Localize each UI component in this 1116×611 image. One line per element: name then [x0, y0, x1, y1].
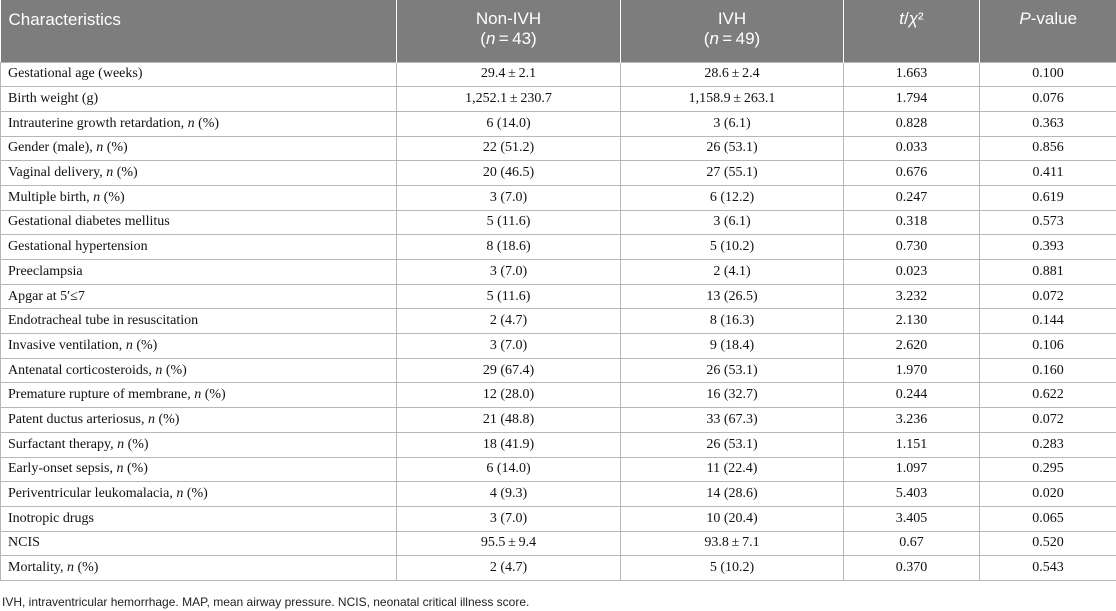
cell-ivh: 3 (6.1)	[621, 210, 844, 235]
cell-ivh: 5 (10.2)	[621, 556, 844, 581]
cell-p-value: 0.283	[980, 432, 1116, 457]
row-label: Multiple birth, n (%)	[1, 185, 397, 210]
cell-non-ivh: 3 (7.0)	[397, 260, 621, 285]
table-row	[1, 210, 1116, 235]
cell-p-value: 0.393	[980, 235, 1116, 260]
cell-ivh: 8 (16.3)	[621, 309, 844, 334]
row-label: NCIS	[1, 531, 397, 556]
cell-p-value: 0.100	[980, 62, 1116, 87]
cell-p-value: 0.020	[980, 482, 1116, 507]
table-row	[1, 556, 1116, 581]
cell-non-ivh: 2 (4.7)	[397, 556, 621, 581]
row-label: Gestational hypertension	[1, 235, 397, 260]
row-label: Early-onset sepsis, n (%)	[1, 457, 397, 482]
cell-non-ivh: 6 (14.0)	[397, 111, 621, 136]
cell-p-value: 0.076	[980, 87, 1116, 112]
cell-statistic: 2.620	[844, 334, 980, 359]
cell-ivh: 2 (4.1)	[621, 260, 844, 285]
cell-p-value: 0.619	[980, 185, 1116, 210]
table-row	[1, 408, 1116, 433]
cell-statistic: 0.67	[844, 531, 980, 556]
cell-non-ivh: 95.5 ± 9.4	[397, 531, 621, 556]
row-label: Intrauterine growth retardation, n (%)	[1, 111, 397, 136]
row-label: Antenatal corticosteroids, n (%)	[1, 358, 397, 383]
row-label: Surfactant therapy, n (%)	[1, 432, 397, 457]
cell-non-ivh: 5 (11.6)	[397, 210, 621, 235]
cell-non-ivh: 12 (28.0)	[397, 383, 621, 408]
table-body	[1, 62, 1116, 580]
cell-ivh: 14 (28.6)	[621, 482, 844, 507]
table-row	[1, 358, 1116, 383]
cell-p-value: 0.856	[980, 136, 1116, 161]
header-characteristics: Characteristics	[1, 0, 397, 62]
cell-statistic: 0.828	[844, 111, 980, 136]
table-row	[1, 531, 1116, 556]
cell-ivh: 26 (53.1)	[621, 136, 844, 161]
cell-statistic: 3.232	[844, 284, 980, 309]
cell-statistic: 0.730	[844, 235, 980, 260]
table-row	[1, 260, 1116, 285]
cell-p-value: 0.520	[980, 531, 1116, 556]
cell-non-ivh: 3 (7.0)	[397, 185, 621, 210]
cell-p-value: 0.072	[980, 408, 1116, 433]
cell-ivh: 9 (18.4)	[621, 334, 844, 359]
cell-ivh: 28.6 ± 2.4	[621, 62, 844, 87]
row-label: Birth weight (g)	[1, 87, 397, 112]
cell-non-ivh: 8 (18.6)	[397, 235, 621, 260]
cell-statistic: 1.097	[844, 457, 980, 482]
table-row	[1, 62, 1116, 87]
cell-statistic: 0.676	[844, 161, 980, 186]
cell-non-ivh: 2 (4.7)	[397, 309, 621, 334]
row-label: Gestational diabetes mellitus	[1, 210, 397, 235]
cell-statistic: 0.370	[844, 556, 980, 581]
table-row	[1, 482, 1116, 507]
row-label: Mortality, n (%)	[1, 556, 397, 581]
header-p-value: P-value	[980, 0, 1116, 62]
cell-ivh: 1,158.9 ± 263.1	[621, 87, 844, 112]
table-footnote: IVH, intraventricular hemorrhage. MAP, mean airway pressure. NCIS, neonatal critical illness score.	[2, 595, 530, 609]
cell-p-value: 0.622	[980, 383, 1116, 408]
row-label: Apgar at 5′≤7	[1, 284, 397, 309]
cell-ivh: 26 (53.1)	[621, 358, 844, 383]
cell-ivh: 16 (32.7)	[621, 383, 844, 408]
table-row	[1, 185, 1116, 210]
cell-statistic: 0.023	[844, 260, 980, 285]
cell-ivh: 33 (67.3)	[621, 408, 844, 433]
table-row	[1, 309, 1116, 334]
cell-non-ivh: 3 (7.0)	[397, 334, 621, 359]
header-ivh	[621, 0, 844, 62]
cell-p-value: 0.072	[980, 284, 1116, 309]
header-ivh-title: IVH	[717, 9, 747, 28]
table-row	[1, 161, 1116, 186]
row-label: Gender (male), n (%)	[1, 136, 397, 161]
table-row	[1, 383, 1116, 408]
cell-statistic: 1.151	[844, 432, 980, 457]
table-row	[1, 111, 1116, 136]
cell-ivh: 5 (10.2)	[621, 235, 844, 260]
table-header	[1, 0, 1116, 62]
cell-statistic: 0.247	[844, 185, 980, 210]
row-label: Endotracheal tube in resuscitation	[1, 309, 397, 334]
cell-non-ivh: 4 (9.3)	[397, 482, 621, 507]
header-non-ivh-title: Non-IVH	[475, 9, 542, 28]
cell-non-ivh: 1,252.1 ± 230.7	[397, 87, 621, 112]
cell-statistic: 0.318	[844, 210, 980, 235]
table-row	[1, 457, 1116, 482]
row-label: Preeclampsia	[1, 260, 397, 285]
cell-non-ivh: 29.4 ± 2.1	[397, 62, 621, 87]
cell-non-ivh: 18 (41.9)	[397, 432, 621, 457]
cell-non-ivh: 5 (11.6)	[397, 284, 621, 309]
cell-statistic: 5.403	[844, 482, 980, 507]
cell-p-value: 0.295	[980, 457, 1116, 482]
row-label: Invasive ventilation, n (%)	[1, 334, 397, 359]
cell-statistic: 1.970	[844, 358, 980, 383]
cell-ivh: 26 (53.1)	[621, 432, 844, 457]
cell-statistic: 3.405	[844, 506, 980, 531]
cell-p-value: 0.411	[980, 161, 1116, 186]
cell-non-ivh: 20 (46.5)	[397, 161, 621, 186]
table-row	[1, 506, 1116, 531]
row-label: Inotropic drugs	[1, 506, 397, 531]
table-row	[1, 432, 1116, 457]
cell-non-ivh: 3 (7.0)	[397, 506, 621, 531]
cell-p-value: 0.160	[980, 358, 1116, 383]
cell-statistic: 1.663	[844, 62, 980, 87]
table-row	[1, 284, 1116, 309]
row-label: Vaginal delivery, n (%)	[1, 161, 397, 186]
cell-ivh: 3 (6.1)	[621, 111, 844, 136]
header-ivh-count: (n = 49)	[703, 29, 761, 48]
cell-statistic: 0.244	[844, 383, 980, 408]
cell-ivh: 6 (12.2)	[621, 185, 844, 210]
table-row	[1, 334, 1116, 359]
header-non-ivh-count: (n = 43)	[480, 29, 537, 48]
cell-p-value: 0.363	[980, 111, 1116, 136]
cell-p-value: 0.106	[980, 334, 1116, 359]
cell-p-value: 0.543	[980, 556, 1116, 581]
cell-p-value: 0.065	[980, 506, 1116, 531]
cell-non-ivh: 29 (67.4)	[397, 358, 621, 383]
row-label: Gestational age (weeks)	[1, 62, 397, 87]
cell-non-ivh: 22 (51.2)	[397, 136, 621, 161]
cell-ivh: 11 (22.4)	[621, 457, 844, 482]
table-row	[1, 136, 1116, 161]
cell-statistic: 2.130	[844, 309, 980, 334]
table-row	[1, 235, 1116, 260]
row-label: Premature rupture of membrane, n (%)	[1, 383, 397, 408]
header-non-ivh	[397, 0, 621, 62]
cell-ivh: 13 (26.5)	[621, 284, 844, 309]
cell-statistic: 3.236	[844, 408, 980, 433]
cell-p-value: 0.881	[980, 260, 1116, 285]
cell-non-ivh: 6 (14.0)	[397, 457, 621, 482]
row-label: Patent ductus arteriosus, n (%)	[1, 408, 397, 433]
cell-ivh: 27 (55.1)	[621, 161, 844, 186]
row-label: Periventricular leukomalacia, n (%)	[1, 482, 397, 507]
cell-ivh: 10 (20.4)	[621, 506, 844, 531]
cell-non-ivh: 21 (48.8)	[397, 408, 621, 433]
cell-p-value: 0.573	[980, 210, 1116, 235]
header-statistic: t/χ²	[844, 0, 980, 62]
cell-ivh: 93.8 ± 7.1	[621, 531, 844, 556]
cell-p-value: 0.144	[980, 309, 1116, 334]
header-row	[1, 0, 1116, 62]
cell-statistic: 0.033	[844, 136, 980, 161]
cell-statistic: 1.794	[844, 87, 980, 112]
table-row	[1, 87, 1116, 112]
